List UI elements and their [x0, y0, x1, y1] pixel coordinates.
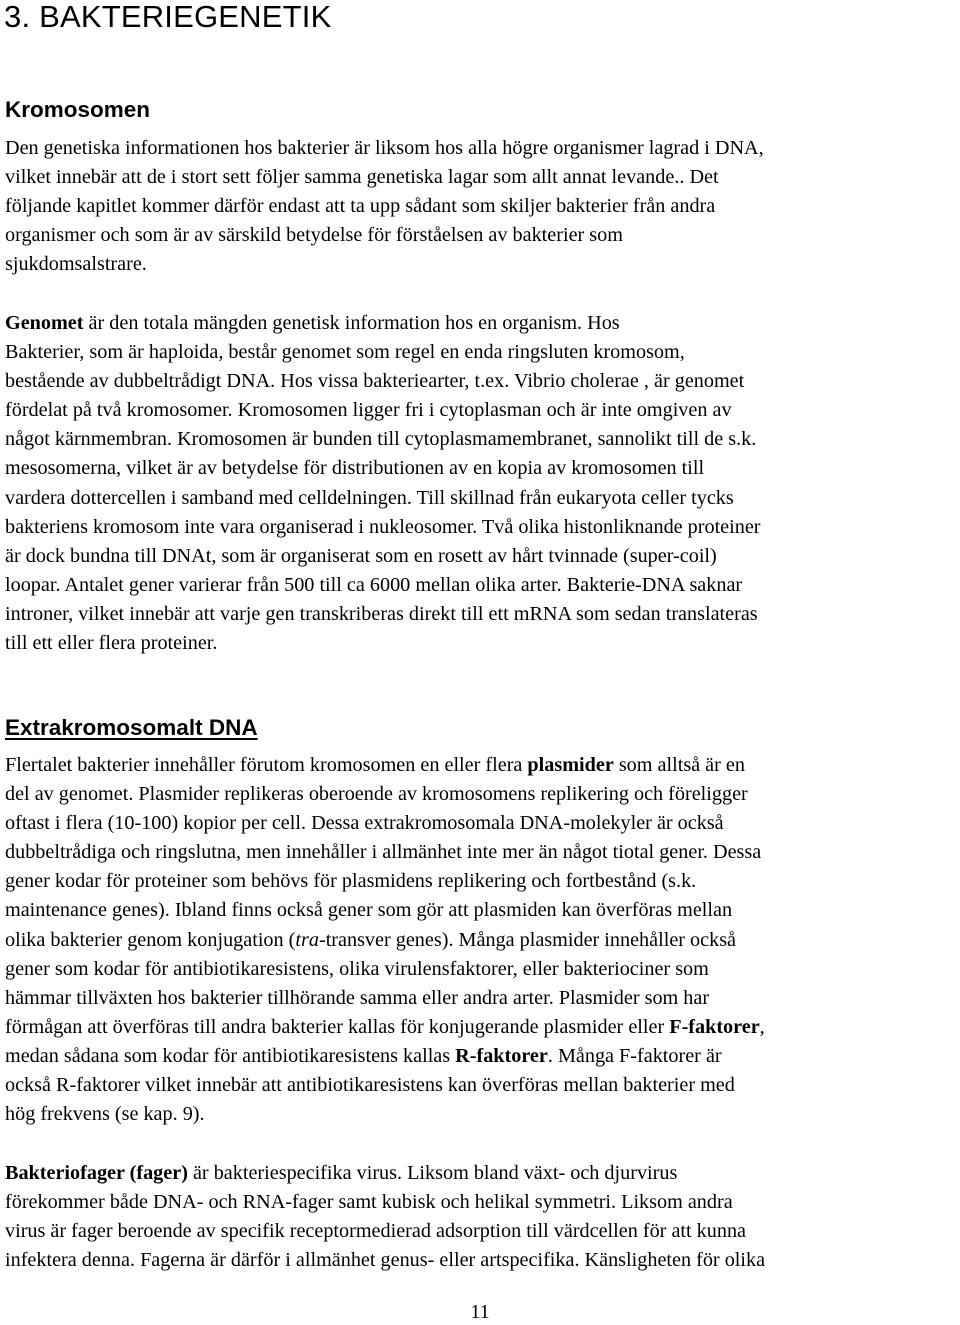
text-line	[5, 926, 960, 955]
text-line: vilket innebär att de i stort sett följer samma genetiska lagar som allt annat levande.. Det	[5, 166, 719, 189]
text-line: också R-faktorer vilket innebär att antibiotikaresistens kan överföras mellan bakterier med	[5, 1074, 735, 1097]
text-line: organismer och som är av särskild betydelse för förståelsen av bakterier som	[5, 224, 623, 247]
term-bakteriofager: Bakteriofager (fager)	[5, 1162, 188, 1184]
text-line: förekommer både DNA- och RNA-fager samt kubisk och helikal symmetri. Liksom andra	[5, 1191, 733, 1214]
text-line	[5, 751, 960, 780]
text-line: något kärnmembran. Kromosomen är bunden till cytoplasmamembranet, sannolikt till de s.k.	[5, 428, 757, 451]
text-line: virus är fager beroende av specifik receptormedierad adsorption till värdcellen för att kunna	[5, 1220, 747, 1243]
text-line: infektera denna. Fagerna är därför i allmänhet genus- eller artspecifika. Känsligheten för olika	[5, 1249, 766, 1272]
section-heading-extrakromosomalt-dna: Extrakromosomalt DNA	[5, 715, 258, 740]
text-line: oftast i flera (10-100) kopior per cell. Dessa extrakromosomala DNA-molekyler är också	[5, 812, 724, 835]
text-line	[5, 1013, 960, 1042]
text-line: del av genomet. Plasmider replikeras oberoende av kromosomens replikering och föreligger	[5, 783, 748, 806]
text-fragment: ,	[759, 1015, 765, 1038]
text-fragment: . Många F-faktorer är	[547, 1044, 722, 1067]
text-fragment: medan sådana som kodar för antibiotikaresistens kallas	[5, 1044, 456, 1067]
text-line: introner, vilket innebär att varje gen transkriberas direkt till ett mRNA som sedan translateras	[5, 602, 758, 625]
text-line: mesosomerna, vilket är av betydelse för distributionen av en kopia av kromosomen till	[5, 457, 705, 480]
term-tra: tra	[295, 928, 319, 951]
term-r-faktorer: R-faktorer	[455, 1044, 548, 1067]
text-fragment: olika bakterier genom konjugation (	[5, 928, 296, 951]
paragraph-genomet	[5, 309, 960, 658]
text-line: gener kodar för proteiner som behövs för plasmidens replikering och fortbestånd (s.k.	[5, 870, 697, 893]
text-line: hög frekvens (se kap. 9).	[5, 1103, 205, 1126]
text-line	[5, 309, 960, 338]
text-line	[5, 1042, 960, 1071]
text-fragment: som alltså är en	[613, 754, 745, 776]
text-line: sjukdomsalstrare.	[5, 253, 147, 276]
text-line: fördelat på två kromosomer. Kromosomen ligger fri i cytoplasman och är inte omgiven av	[5, 399, 732, 422]
term-plasmider: plasmider	[527, 754, 614, 776]
text-line: gener som kodar för antibiotikaresistens, olika virulensfaktorer, eller bakteriociner som	[5, 957, 709, 980]
text-line: Bakterier, som är haploida, består genomet som regel en enda ringsluten kromosom,	[5, 341, 685, 364]
paragraph-intro	[5, 134, 960, 279]
page-number: 11	[470, 1301, 490, 1323]
term-f-faktorer: F-faktorer	[669, 1015, 760, 1038]
text-line: dubbeltrådiga och ringslutna, men innehåller i allmänhet inte mer än något tiotal gener. Dessa	[5, 841, 762, 864]
chapter-title: 3. BAKTERIEGENETIK	[4, 0, 332, 34]
text-line: hämmar tillväxten hos bakterier tillhörande samma eller andra arter. Plasmider som har	[5, 986, 710, 1009]
text-fragment: är bakteriespecifika virus. Liksom bland växt- och djurvirus	[187, 1162, 678, 1184]
text-line: maintenance genes). Ibland finns också gener som gör att plasmiden kan överföras mellan	[5, 899, 733, 922]
text-line: loopar. Antalet gener varierar från 500 till ca 6000 mellan olika arter. Bakterie-DNA saknar	[5, 573, 743, 596]
text-fragment: förmågan att överföras till andra bakterier kallas för konjugerande plasmider eller	[5, 1015, 670, 1038]
text-line: följande kapitlet kommer därför endast att ta upp sådant som skiljer bakterier från andra	[5, 195, 716, 218]
text-line: Den genetiska informationen hos bakterier är liksom hos alla högre organismer lagrad i DNA,	[5, 137, 764, 159]
text-line: bestående av dubbeltrådigt DNA. Hos vissa bakteriearter, t.ex. Vibrio cholerae , är genomet	[5, 370, 745, 393]
text-fragment: Flertalet bakterier innehåller förutom kromosomen en eller flera	[5, 754, 528, 776]
text-line: är dock bundna till DNAt, som är organiserat som en rosett av hårt tvinnade (super-coil)	[5, 544, 717, 567]
text-fragment: är den totala mängden genetisk information hos en organism. Hos	[83, 312, 620, 334]
text-fragment: -transver genes). Många plasmider innehåller också	[318, 928, 737, 951]
text-line: bakteriens kromosom inte vara organiserad i nukleosomer. Två olika histonliknande proteiner	[5, 515, 761, 538]
section-heading-kromosomen: Kromosomen	[5, 97, 151, 122]
term-genomet: Genomet	[5, 312, 84, 334]
text-line: vardera dottercellen i samband med celldelningen. Till skillnad från eukaryota celler tycks	[5, 486, 734, 509]
paragraph-plasmider	[5, 751, 960, 1129]
text-line: till ett eller flera proteiner.	[5, 632, 218, 655]
text-line	[5, 1159, 960, 1188]
paragraph-bakteriofager	[5, 1159, 960, 1275]
